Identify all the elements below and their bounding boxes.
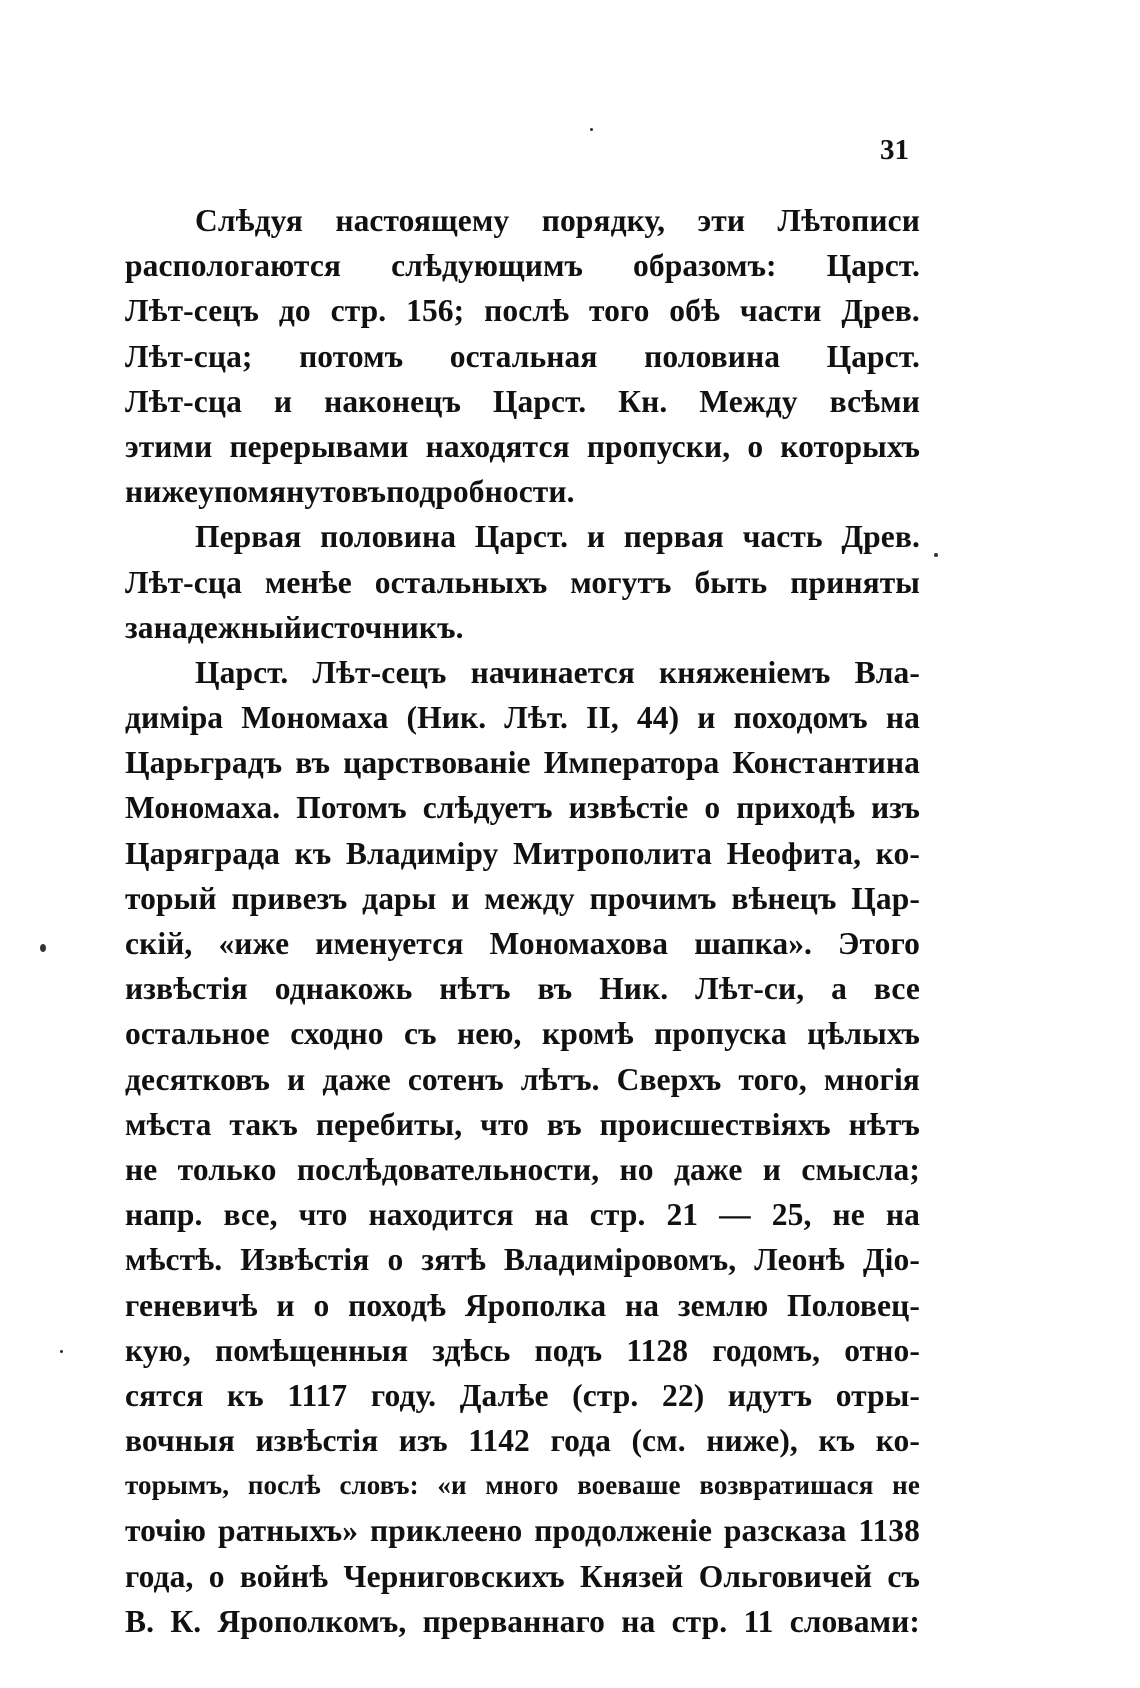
word: отно- <box>844 1332 920 1368</box>
word: стр. <box>671 1603 728 1639</box>
word: Черниговскихъ <box>343 1558 565 1594</box>
text-body <box>125 198 920 1644</box>
word: порядку, <box>541 203 666 238</box>
word: Древ. <box>841 519 920 555</box>
text-line <box>125 1192 920 1237</box>
word: о <box>387 1242 404 1278</box>
word: о <box>747 428 764 464</box>
word: и <box>762 1151 782 1187</box>
word: (стр. <box>572 1377 639 1413</box>
word: части <box>739 293 822 329</box>
word: слѣдующимъ <box>391 248 583 284</box>
word: сятся <box>125 1377 204 1413</box>
word: и <box>276 1287 295 1323</box>
word: извѣстіе <box>568 790 689 826</box>
word: войнѣ <box>239 1558 329 1594</box>
word: даже <box>673 1151 743 1187</box>
word: половина <box>320 519 457 555</box>
text-line <box>125 334 920 379</box>
paragraph-3 <box>125 650 920 1644</box>
word: много <box>485 1470 559 1501</box>
word: того, <box>738 1061 807 1097</box>
word: которыхъ <box>780 428 920 464</box>
word: зятѣ <box>421 1242 486 1278</box>
word: и <box>273 383 293 419</box>
paragraph-1 <box>125 198 920 514</box>
word: съ <box>887 1558 920 1594</box>
word: Мономахова <box>489 926 669 961</box>
text-line <box>125 469 920 514</box>
word: Леонѣ <box>754 1242 845 1278</box>
word: вѣнецъ <box>731 880 837 916</box>
word: перерывами <box>229 428 409 464</box>
word: но <box>619 1151 654 1187</box>
word: подробности. <box>386 474 575 510</box>
word: съ <box>404 1016 437 1052</box>
word: словами: <box>789 1603 920 1639</box>
text-line <box>125 966 920 1011</box>
word: кромѣ <box>541 1016 634 1052</box>
word: Первая <box>195 519 302 555</box>
word: 1128 <box>626 1332 689 1368</box>
word: послѣ <box>247 1470 321 1501</box>
word: того <box>588 293 650 329</box>
text-line <box>125 785 920 830</box>
word: въ <box>546 1106 582 1142</box>
word: остальная <box>449 338 598 374</box>
word: именуется <box>315 926 464 961</box>
word: упомянуто <box>198 474 352 510</box>
word: точію <box>125 1513 207 1549</box>
word: Сверхъ <box>616 1061 722 1097</box>
word: вочныя <box>125 1423 235 1459</box>
word: ратныхъ» <box>217 1513 359 1549</box>
text-line <box>125 1328 920 1373</box>
word: 21 <box>666 1197 699 1233</box>
word: (см. <box>631 1423 686 1459</box>
word: распологаются <box>125 248 342 284</box>
text-line <box>125 1102 920 1147</box>
print-speck <box>60 1350 63 1353</box>
text-line <box>125 560 920 605</box>
word: года <box>550 1423 611 1459</box>
text-line <box>125 243 920 288</box>
word: образомъ: <box>633 248 777 284</box>
word: Царяграда <box>125 835 280 871</box>
word: настоящему <box>335 203 510 238</box>
word: В. <box>125 1603 155 1639</box>
word: изъ <box>398 1423 448 1459</box>
word: десятковъ <box>125 1061 270 1097</box>
word: къ <box>818 1423 856 1459</box>
word: Половец- <box>787 1287 920 1323</box>
word: до <box>278 293 311 329</box>
word: «и <box>437 1470 467 1501</box>
word: на <box>885 1197 920 1233</box>
word: Императора <box>543 745 720 781</box>
page-number: 31 <box>880 134 909 166</box>
word: походомъ <box>733 700 868 736</box>
text-line <box>125 605 920 650</box>
word: привезъ <box>231 880 348 916</box>
word: въ <box>295 745 331 781</box>
word: начинается <box>470 654 635 690</box>
text-line <box>125 831 920 876</box>
word: торый <box>125 880 217 916</box>
paragraph-2 <box>125 514 920 650</box>
word: ниже <box>125 474 199 510</box>
word: Царст. <box>195 654 289 690</box>
word: въ <box>351 474 387 510</box>
word: Лѣт-сецъ <box>125 293 259 329</box>
word: 11 <box>743 1603 774 1639</box>
word: Лѣтописи <box>777 203 920 238</box>
word: — <box>719 1197 751 1233</box>
print-speck <box>590 128 593 131</box>
word: обѣ <box>669 293 720 329</box>
word: помѣщенныя <box>214 1332 409 1368</box>
word: прочимъ <box>589 880 717 916</box>
word: ко- <box>875 1423 920 1459</box>
word: воеваше <box>577 1470 681 1501</box>
word: происшествіяхъ <box>599 1106 831 1142</box>
word: Древ. <box>841 293 920 329</box>
word: этими <box>125 428 213 464</box>
word: приняты <box>790 564 920 600</box>
print-speck <box>934 553 938 557</box>
word: менѣе <box>264 564 352 600</box>
word: ниже), <box>706 1423 798 1459</box>
word: остальное <box>125 1016 270 1052</box>
word: не <box>125 1151 158 1187</box>
word: Діо- <box>862 1242 920 1278</box>
word: годомъ, <box>712 1332 821 1368</box>
word: 25, <box>771 1197 812 1233</box>
word: наконецъ <box>324 383 461 419</box>
word: на <box>534 1197 569 1233</box>
word: извѣстія <box>255 1423 379 1459</box>
word: о <box>313 1287 330 1323</box>
text-line <box>125 1237 920 1282</box>
word: сходно <box>290 1016 384 1052</box>
word: царствованіе <box>343 745 531 781</box>
text-line <box>125 876 920 921</box>
word: шапка». <box>694 926 813 961</box>
word: Лѣт-сца <box>125 564 242 600</box>
word: Константина <box>732 745 920 781</box>
text-line <box>125 198 920 243</box>
text-line <box>125 740 920 785</box>
word: Лѣт-сецъ <box>312 654 447 690</box>
word: нѣтъ <box>439 971 511 1007</box>
word: мѣстѣ. <box>125 1242 223 1278</box>
word: «иже <box>218 926 290 961</box>
word: половина <box>644 338 781 374</box>
word: 44) <box>636 700 680 736</box>
word: къ <box>227 1377 264 1413</box>
word: напр. <box>125 1197 203 1233</box>
word: и <box>697 700 716 736</box>
text-line <box>125 379 920 424</box>
word: первая <box>623 519 724 555</box>
word: находится <box>368 1197 514 1233</box>
word: II, <box>586 700 619 736</box>
word: Кн. <box>618 383 668 419</box>
word: Царст. <box>826 338 920 374</box>
word: потомъ <box>299 338 404 374</box>
word: 1117 <box>287 1377 348 1413</box>
word: нѣтъ <box>848 1106 920 1142</box>
word: послѣдовательности, <box>296 1151 600 1187</box>
word: Слѣдуя <box>195 203 303 238</box>
word: прерваннаго <box>422 1603 605 1639</box>
word: диміра <box>125 700 224 736</box>
word: Лѣт-сца <box>125 383 242 419</box>
word: Неофита, <box>726 835 862 871</box>
word: сотенъ <box>407 1061 504 1097</box>
word: Царст. <box>826 248 920 284</box>
text-line <box>125 1283 920 1328</box>
word: послѣ <box>484 293 570 329</box>
word: остальныхъ <box>374 564 548 600</box>
word: торымъ, <box>125 1470 230 1501</box>
word: году. <box>370 1377 437 1413</box>
word: словъ: <box>339 1470 419 1501</box>
word: землю <box>677 1287 769 1323</box>
word: могутъ <box>570 564 672 600</box>
text-line <box>125 650 920 695</box>
word: 22) <box>662 1377 705 1413</box>
word: что <box>298 1197 348 1233</box>
word: здѣсь <box>432 1332 511 1368</box>
word: стр. <box>330 293 387 329</box>
word: Владиміровомъ, <box>503 1242 737 1278</box>
text-line <box>125 1463 920 1508</box>
word: между <box>484 880 575 916</box>
word: Лѣт-сца; <box>125 338 253 374</box>
word: 156; <box>406 293 465 329</box>
word: продолженіе <box>534 1513 713 1549</box>
word: Потомъ <box>296 790 407 826</box>
word: идутъ <box>727 1377 813 1413</box>
word: Царьградъ <box>125 745 283 781</box>
word: всѣми <box>829 383 920 419</box>
word: К. <box>170 1603 202 1639</box>
word: Митрополита <box>512 835 712 871</box>
text-line <box>125 1147 920 1192</box>
word: лѣтъ. <box>520 1061 600 1097</box>
word: Извѣстія <box>240 1242 370 1278</box>
word: Цар- <box>851 880 920 916</box>
word: не <box>832 1197 865 1233</box>
word: находятся <box>425 428 570 464</box>
word: нею, <box>457 1016 522 1052</box>
word: однакожь <box>274 971 413 1007</box>
word: стр. <box>589 1197 646 1233</box>
word: приклеено <box>369 1513 523 1549</box>
word: ко- <box>875 835 920 871</box>
word: Ник. <box>599 971 669 1007</box>
word: источникъ. <box>301 609 464 645</box>
word: даже <box>322 1061 391 1097</box>
word: Далѣе <box>459 1377 549 1413</box>
word: геневичѣ <box>125 1287 258 1323</box>
word: въ <box>537 971 573 1007</box>
word: разсказа <box>723 1513 847 1549</box>
text-line <box>125 1508 920 1553</box>
word: многія <box>823 1061 920 1097</box>
word: пропуски, <box>586 428 731 464</box>
word: дары <box>362 880 437 916</box>
word: что <box>480 1106 529 1142</box>
word: къ <box>294 835 332 871</box>
word: Мономаха <box>241 700 389 736</box>
word: Царст. <box>492 383 587 419</box>
word: не <box>892 1470 920 1501</box>
word: 1138 <box>858 1513 920 1549</box>
word: и <box>586 519 606 555</box>
word: все <box>873 971 920 1007</box>
text-line <box>125 921 920 966</box>
word: а <box>831 971 847 1007</box>
text-line <box>125 514 920 559</box>
word: часть <box>742 519 823 555</box>
word: Этого <box>838 926 920 961</box>
word: Между <box>699 383 798 419</box>
word: мѣста <box>125 1106 212 1142</box>
word: Лѣт-си, <box>695 971 805 1007</box>
word: Лѣт. <box>504 700 569 736</box>
text-line <box>125 695 920 740</box>
word: и <box>451 880 470 916</box>
word: княженіемъ <box>659 654 831 690</box>
word: о <box>704 790 721 826</box>
word: отры- <box>835 1377 920 1413</box>
print-speck <box>40 944 46 952</box>
word: Царст. <box>474 519 569 555</box>
text-line <box>125 424 920 469</box>
word: смысла; <box>801 1151 920 1187</box>
word: приходѣ <box>736 790 855 826</box>
text-line <box>125 1418 920 1463</box>
word: 1142 <box>468 1423 530 1459</box>
word: такъ <box>229 1106 298 1142</box>
word: все, <box>223 1197 278 1233</box>
word: походѣ <box>348 1287 447 1323</box>
word: скій, <box>125 926 193 961</box>
word: Ольговичей <box>698 1558 873 1594</box>
word: изъ <box>871 790 920 826</box>
word: быть <box>694 564 768 600</box>
word: на <box>885 700 920 736</box>
word: только <box>177 1151 277 1187</box>
word: Вла- <box>854 654 920 690</box>
text-line <box>125 1057 920 1102</box>
word: извѣстія <box>125 971 248 1007</box>
word: подъ <box>534 1332 603 1368</box>
word: эти <box>697 203 746 238</box>
text-line <box>125 1011 920 1056</box>
word: пропуска <box>654 1016 787 1052</box>
text-line <box>125 1373 920 1418</box>
word: Ярополкомъ, <box>217 1603 407 1639</box>
word: Ярополка <box>464 1287 607 1323</box>
word: надежный <box>153 609 302 645</box>
word: на <box>625 1287 660 1323</box>
word: перебиты, <box>315 1106 463 1142</box>
word: Мономаха. <box>125 790 281 826</box>
text-line <box>125 1599 920 1644</box>
word: о <box>208 1558 225 1594</box>
word: года, <box>125 1558 194 1594</box>
word: и <box>287 1061 306 1097</box>
word: цѣлыхъ <box>807 1016 920 1052</box>
word: возвратишася <box>699 1470 874 1501</box>
text-line <box>125 288 920 333</box>
word: кую, <box>125 1332 191 1368</box>
word: за <box>125 609 154 645</box>
text-line <box>125 1554 920 1599</box>
word: на <box>621 1603 656 1639</box>
word: слѣдуетъ <box>422 790 553 826</box>
word: Князей <box>580 1558 684 1594</box>
word: Владиміру <box>345 835 499 871</box>
word: (Ник. <box>406 700 487 736</box>
